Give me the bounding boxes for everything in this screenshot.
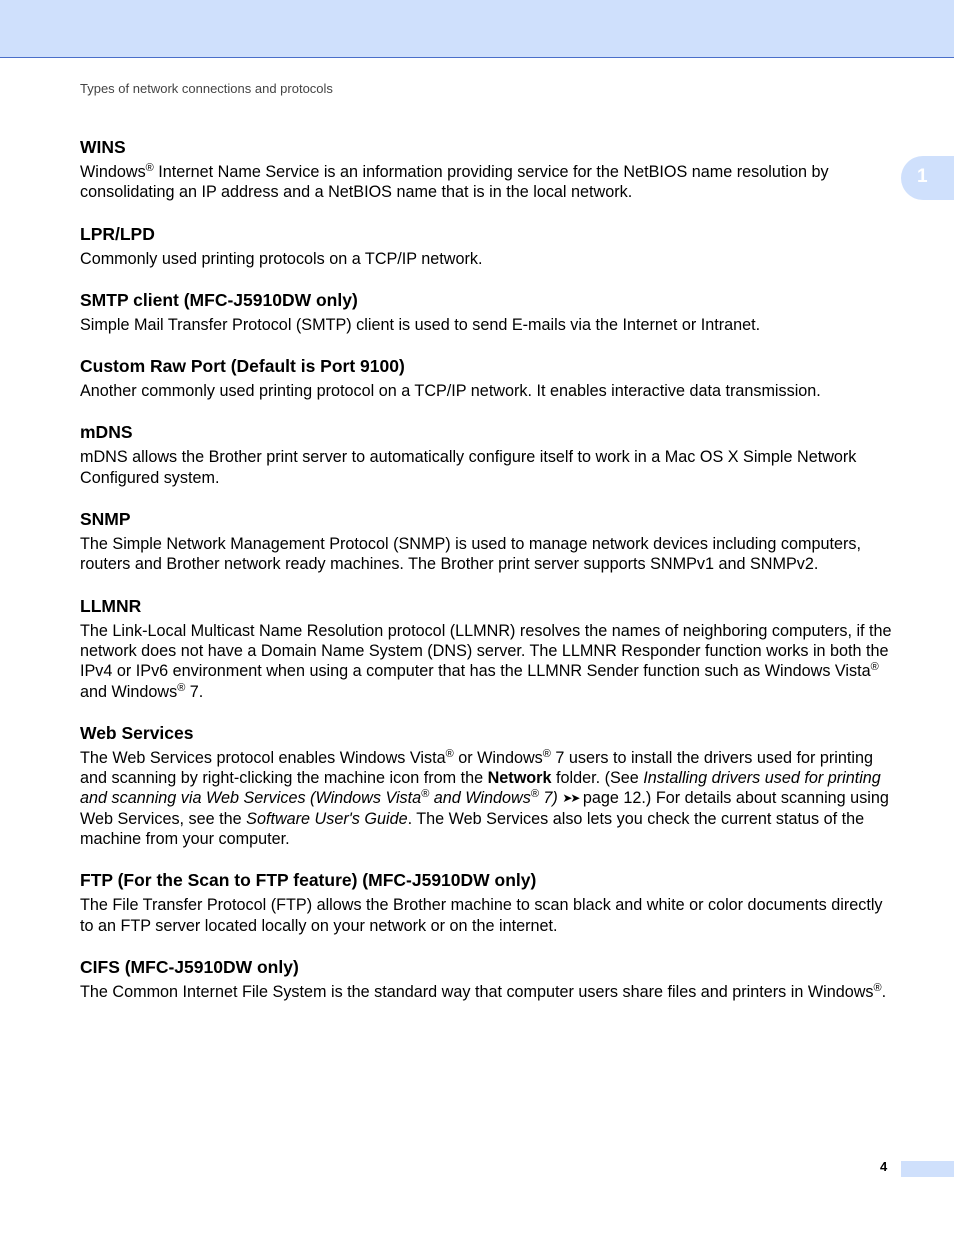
section-body: The Simple Network Management Protocol (SNMP) is used to manage network devices including computers, routers and Brother network ready machines. The Brother print server supports SNMPv1 and SNMPv2. <box>80 535 861 574</box>
registered-mark: ® <box>177 681 186 694</box>
section-title: FTP (For the Scan to FTP feature) (MFC-J5910DW only) <box>80 870 537 891</box>
section-body: Another commonly used printing protocol on a TCP/IP network. It enables interactive data transmission. <box>80 382 821 401</box>
section-body: The Web Services protocol enables Windows Vista® or Windows® 7 users to install the drivers used for printing and scanning by right-clicking the machine icon from the Network folder. (See Installing drivers used for printing and scanning via Web Services (Windows Vista® and Windows® 7) ➤➤ page 12.) For details about scanning using Web Services, see the Software User's Guide. The Web Services also lets you check the current status of the machine from your computer. <box>80 747 889 849</box>
section-llmnr <box>80 595 892 702</box>
section-title: Custom Raw Port (Default is Port 9100) <box>80 356 405 377</box>
section-raw-port <box>80 355 892 401</box>
registered-mark: ® <box>873 981 882 994</box>
section-title: LLMNR <box>80 595 142 616</box>
section-title: SMTP client (MFC-J5910DW only) <box>80 289 358 310</box>
registered-mark: ® <box>870 661 879 674</box>
guide-title: Software User's Guide <box>246 809 408 828</box>
section-title: Web Services <box>80 722 194 743</box>
section-body: The File Transfer Protocol (FTP) allows the Brother machine to scan black and white or color documents directly to an FTP server located locally on your network or on the internet. <box>80 896 883 935</box>
page-number: 4 <box>880 1159 888 1174</box>
section-web-services <box>80 722 892 849</box>
footer-bar <box>901 1161 954 1177</box>
section-title: WINS <box>80 137 126 157</box>
section-body: The Common Internet File System is the standard way that computer users share files and printers in Windows®. <box>80 981 887 1001</box>
section-title: mDNS <box>80 422 133 443</box>
section-title: CIFS (MFC-J5910DW only) <box>80 956 299 977</box>
double-arrow-icon: ➤➤ <box>562 791 579 806</box>
section-body: mDNS allows the Brother print server to automatically configure itself to work in a Mac OS X Simple Network Configured system. <box>80 448 857 487</box>
registered-mark: ® <box>445 747 454 760</box>
section-title: SNMP <box>80 509 131 530</box>
section-body: Simple Mail Transfer Protocol (SMTP) client is used to send E-mails via the Internet or Intranet. <box>80 315 761 334</box>
page-content <box>80 136 892 1022</box>
section-ftp <box>80 869 892 936</box>
registered-mark: ® <box>145 162 154 174</box>
chapter-tab <box>901 156 954 200</box>
section-cifs <box>80 956 892 1002</box>
section-smtp <box>80 289 892 335</box>
running-head: Types of network connections and protocols <box>80 81 333 96</box>
section-title: LPR/LPD <box>80 223 155 244</box>
cross-reference-link[interactable]: Installing drivers used for printing and scanning via Web Services (Windows Vista® and Windows® 7) <box>80 769 881 808</box>
header-band <box>0 0 954 58</box>
network-folder-label: Network <box>487 769 552 788</box>
section-wins <box>80 136 892 203</box>
chapter-number: 1 <box>917 166 928 187</box>
section-body: The Link-Local Multicast Name Resolution protocol (LLMNR) resolves the names of neighboring computers, if the network does not have a Domain Name System (DNS) server. The LLMNR Responder function works in both the IPv4 or IPv6 environment when using a computer that has the LLMNR Sender function such as Windows Vista® and Windows® 7. <box>80 621 892 701</box>
section-mdns <box>80 421 892 488</box>
section-lpr-lpd <box>80 223 892 269</box>
registered-mark: ® <box>542 747 551 760</box>
section-snmp <box>80 508 892 575</box>
section-body: Windows® Internet Name Service is an information providing service for the NetBIOS name resolution by consolidating an IP address and a NetBIOS name that is in the local network. <box>80 162 829 202</box>
section-body: Commonly used printing protocols on a TCP/IP network. <box>80 249 483 268</box>
